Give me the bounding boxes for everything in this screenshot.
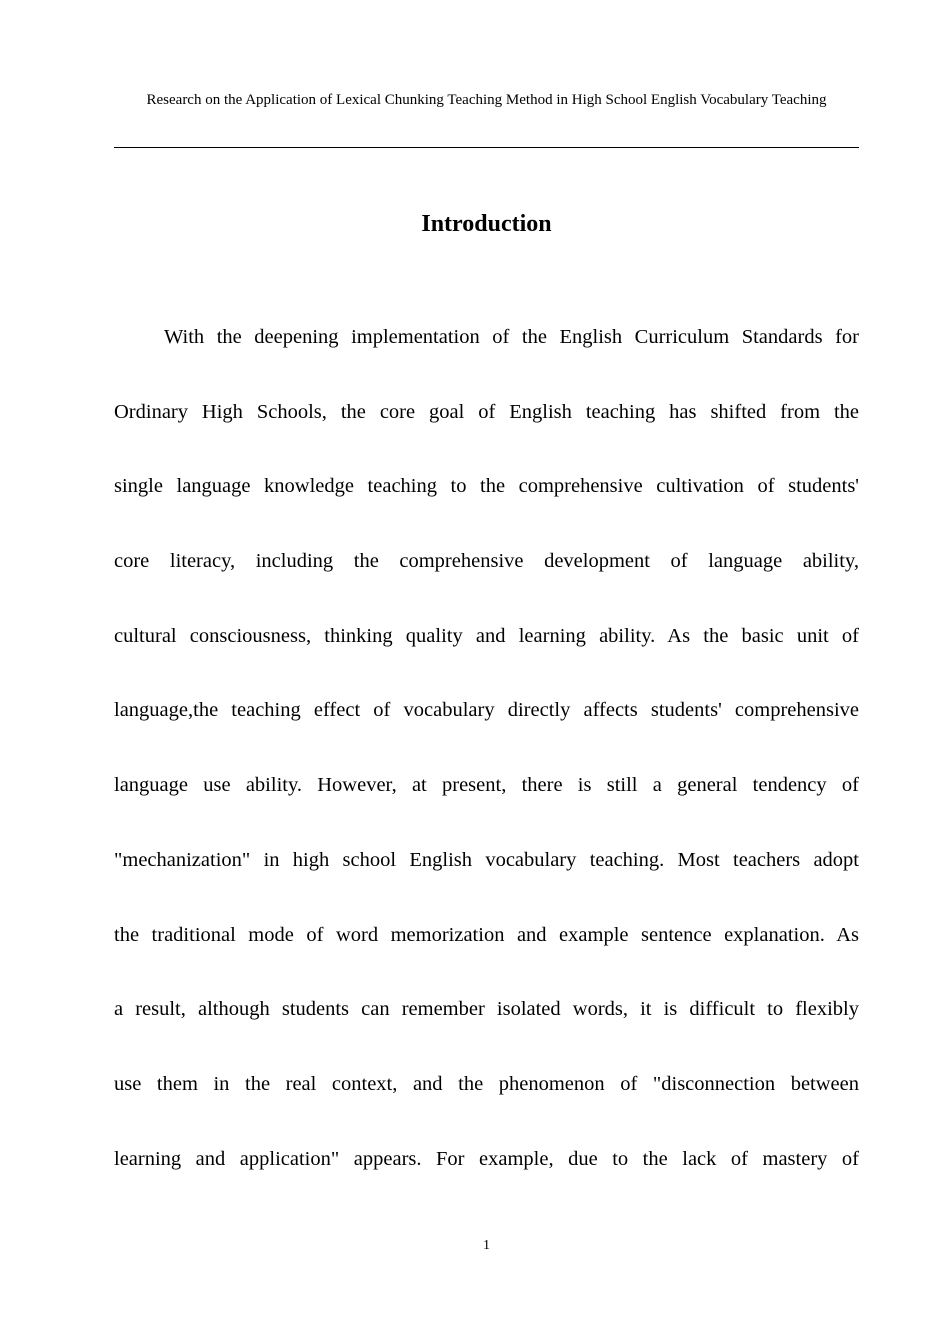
paragraph-line: use them in the real context, and the phenomenon of "disconnection between (114, 1072, 859, 1095)
paragraph-line: language,the teaching effect of vocabulary directly affects students' comprehensive (114, 699, 859, 722)
paragraph-line: the traditional mode of word memorization and example sentence explanation. As (114, 923, 859, 946)
running-header: Research on the Application of Lexical Chunking Teaching Method in High School English Vocabulary Teaching (146, 92, 827, 108)
paragraph-line: Ordinary High Schools, the core goal of English teaching has shifted from the (114, 400, 859, 423)
paragraph-line: cultural consciousness, thinking quality and learning ability. As the basic unit of (114, 624, 859, 647)
section-title: Introduction (421, 211, 552, 237)
paragraph-line: a result, although students can remember isolated words, it is difficult to flexibly (114, 998, 859, 1021)
paragraph-line: With the deepening implementation of the English Curriculum Standards for (164, 326, 859, 348)
paragraph-line: language use ability. However, at present, there is still a general tendency of (114, 774, 859, 797)
paragraph-line: core literacy, including the comprehensive development of language ability, (114, 550, 859, 573)
page-number: 1 (483, 1238, 490, 1253)
paragraph-line: "mechanization" in high school English vocabulary teaching. Most teachers adopt (114, 848, 859, 871)
paragraph-line: learning and application" appears. For example, due to the lack of mastery of (114, 1147, 859, 1170)
body-paragraph (114, 322, 859, 1218)
paragraph-line: single language knowledge teaching to the comprehensive cultivation of students' (114, 475, 859, 498)
header-divider (114, 147, 859, 148)
